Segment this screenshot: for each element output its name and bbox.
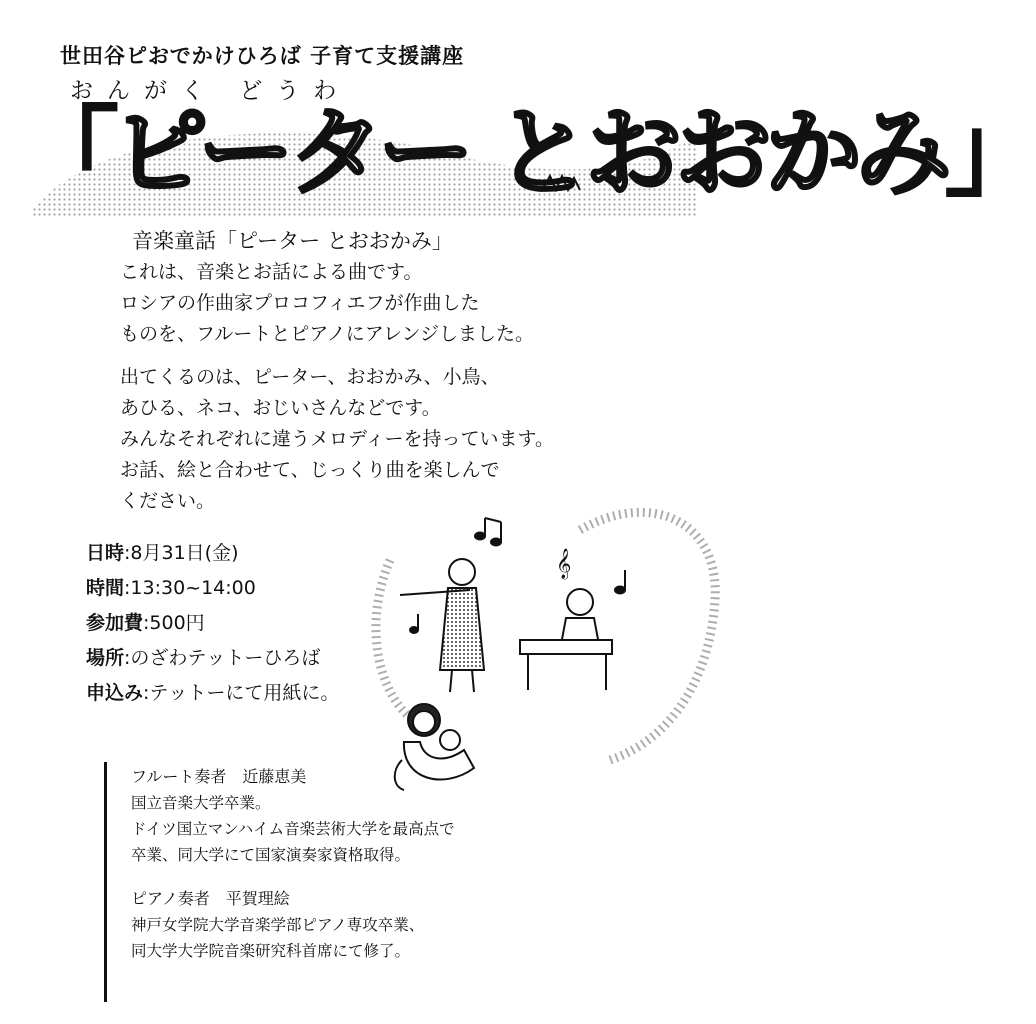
piano-performer-name: ピアノ奏者 平賀理絵 — [131, 889, 290, 908]
detail-time — [86, 571, 339, 606]
performer-bio-line: 国立音楽大学卒業。 — [131, 794, 271, 812]
subtitle: おんがく どうわ — [70, 78, 351, 104]
performer-bio-line: 同大学大学院音楽研究科首席にて修了。 — [131, 942, 411, 960]
intro-line: これは、音楽とお話による曲です。 — [120, 261, 423, 283]
detail-value: :500円 — [143, 612, 205, 634]
detail-place — [86, 641, 339, 676]
detail-label: 申込み — [86, 682, 144, 704]
detail-value: :13:30~14:00 — [124, 577, 256, 599]
detail-application — [86, 676, 339, 711]
intro-line: ものを、フルートとピアノにアレンジしました。 — [120, 323, 535, 345]
detail-value: :テットーにて用紙に。 — [143, 682, 340, 704]
intro-line: ロシアの作曲家プロコフィエフが作曲した — [120, 292, 480, 314]
main-title: 「ピーター とおおかみ」 — [22, 97, 1036, 209]
event-details — [86, 536, 339, 711]
detail-fee — [86, 606, 339, 641]
detail-label: 場所 — [86, 647, 125, 669]
treble-clef-icon — [556, 548, 571, 580]
performer-bio-line: 神戸女学院大学音楽学部ピアノ専攻卒業、 — [131, 916, 425, 934]
svg-text:𝄞: 𝄞 — [556, 549, 572, 579]
performer-bio-line: ドイツ国立マンハイム音楽芸術大学を最高点で — [131, 820, 455, 838]
series-title: 世田谷ピおでかけひろば 子育て支援講座 — [60, 44, 465, 68]
detail-date — [86, 536, 339, 571]
intro-heading: 音楽童話「ピーター とおおかみ」 — [132, 229, 453, 253]
intro-line: あひる、ネコ、おじいさんなどです。 — [120, 397, 441, 419]
detail-value: :のざわテットーひろば — [124, 647, 321, 669]
performer-profiles — [104, 762, 614, 1002]
pianist-illustration — [520, 589, 612, 690]
intro-line: ください。 — [120, 490, 216, 512]
detail-value: :8月31日(金) — [124, 542, 239, 564]
wolf-teeth-illustration — [22, 92, 1036, 222]
performer-bio-line: 卒業、同大学にて国家演奏家資格取得。 — [131, 846, 411, 864]
detail-label: 時間 — [86, 577, 125, 599]
intro-line: みんなそれぞれに違うメロディーを持っています。 — [120, 428, 554, 450]
intro-line: 出てくるのは、ピーター、おおかみ、小鳥、 — [120, 366, 500, 388]
main-title-banner — [22, 92, 1036, 222]
flute-performer-name: フルート奏者 近藤恵美 — [131, 767, 307, 786]
detail-label: 日時 — [86, 542, 125, 564]
detail-label: 参加費 — [86, 612, 144, 634]
spacer — [131, 868, 614, 884]
flute-player-illustration — [400, 559, 484, 692]
music-note-icon — [410, 518, 625, 633]
intro-text — [120, 226, 710, 517]
intro-line: お話、絵と合わせて、じっくり曲を楽しんで — [120, 459, 500, 481]
